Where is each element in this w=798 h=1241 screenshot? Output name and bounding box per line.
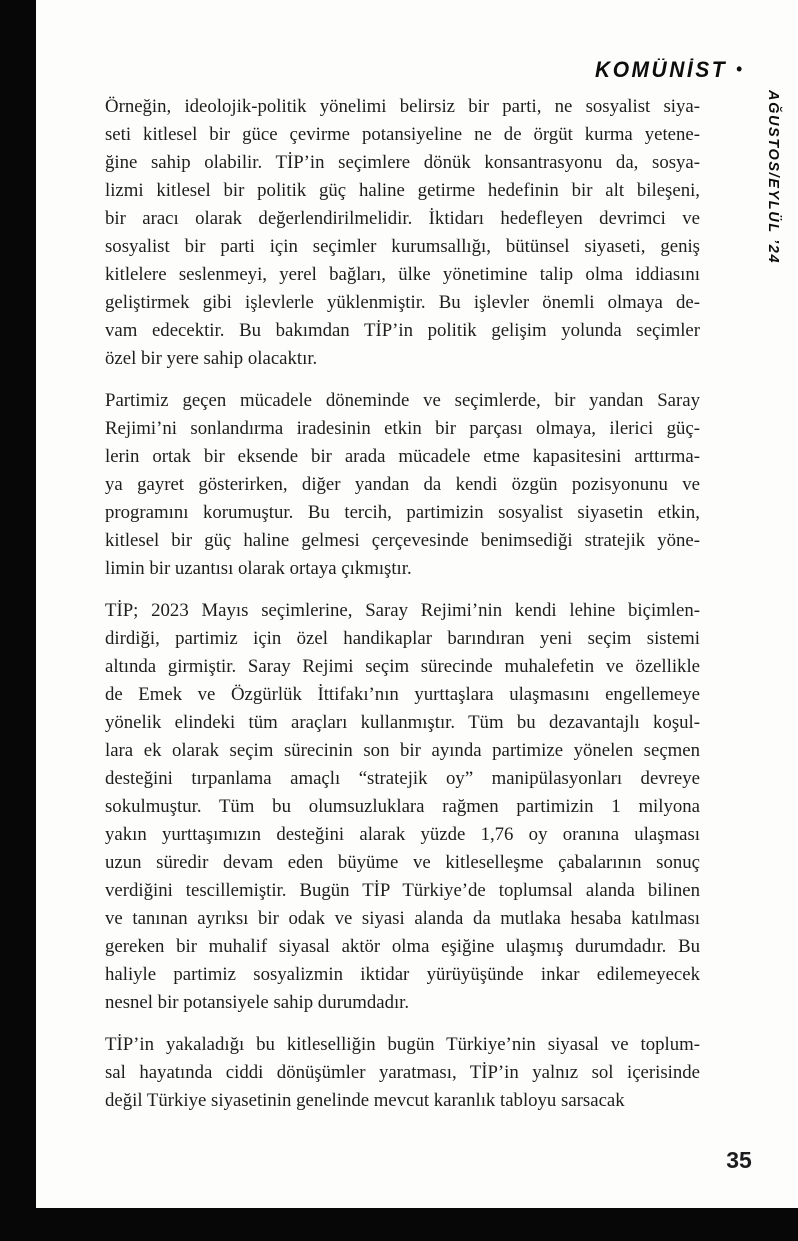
- paragraph: [105, 387, 700, 583]
- paragraph: [105, 1031, 700, 1115]
- paragraph: [105, 93, 700, 373]
- text-line: bir aracı olarak değerlendirilmelidir. İktidarı hedefleyen devrimci ve: [105, 208, 700, 229]
- text-line: desteğini tırpanlama amaçlı “stratejik oy” manipülasyonları devreye: [105, 768, 700, 789]
- body-text: [105, 93, 700, 1129]
- text-line: ğine sahip olabilir. TİP’in seçimlere dönük konsantrasyonu da, sosya-: [105, 152, 700, 173]
- text-line: sokulmuştur. Tüm bu olumsuzluklara rağmen partimizin 1 milyona: [105, 796, 700, 817]
- text-line: lerin ortak bir eksende bir arada mücadele etme kapasitesini arttırma-: [105, 446, 700, 467]
- text-line: lara ek olarak seçim sürecinin son bir ayında partimize yönelen seçmen: [105, 740, 700, 761]
- text-line: lizmi kitlesel bir politik güç haline getirme hedefinin bir alt bileşeni,: [105, 180, 700, 201]
- running-head: [595, 59, 742, 84]
- paragraph: [105, 597, 700, 1017]
- text-line: TİP’in yakaladığı bu kitleselliğin bugün Türkiye’nin siyasal ve toplum-: [105, 1034, 700, 1055]
- text-line: haliyle partimiz sosyalizmin iktidar yürüyüşünde inkar edilemeyecek: [105, 964, 700, 985]
- text-line: ve tanınan ayrıksı bir odak ve siyasi alanda da mutlaka hesaba katılması: [105, 908, 700, 929]
- text-line: de Emek ve Özgürlük İttifakı’nın yurttaşlara ulaşmasını engellemeye: [105, 684, 700, 705]
- text-line: dirdiği, partimiz için özel handikaplar barındıran yeni seçim sistemi: [105, 628, 700, 649]
- text-line: uzun süredir devam eden büyüme ve kitleselleşme çabalarının sonuç: [105, 852, 700, 873]
- text-line: sal hayatında ciddi dönüşümler yaratması, TİP’in yalnız sol içerisinde: [105, 1062, 700, 1083]
- text-line: sosyalist bir parti için seçimler kurumsallığı, bütünsel siyaseti, geniş: [105, 236, 700, 257]
- text-line: vam edecektir. Bu bakımdan TİP’in politik gelişim yolunda seçimler: [105, 320, 700, 341]
- text-line: altında girmiştir. Saray Rejimi seçim sürecinde muhalefetin ve özellikle: [105, 656, 700, 677]
- title-bullet-icon: •: [736, 59, 742, 80]
- page-number: 35: [726, 1147, 752, 1173]
- text-line: seti kitlesel bir güce çevirme potansiyeline ne de örgüt kurma yetene-: [105, 124, 700, 145]
- text-line: kitlesel bir güç haline gelmesi çerçevesinde benimsediği stratejik yöne-: [105, 530, 700, 551]
- text-line: özel bir yere sahip olacaktır.: [105, 348, 318, 369]
- text-line: yakın yurttaşımızın desteğini alarak yüzde 1,76 oy oranına ulaşması: [105, 824, 700, 845]
- text-line: verdiğini tescillemiştir. Bugün TİP Türkiye’de toplumsal alanda bilinen: [105, 880, 700, 901]
- text-line: TİP; 2023 Mayıs seçimlerine, Saray Rejimi’nin kendi lehine biçimlen-: [105, 600, 700, 621]
- text-line: geliştirmek gibi işlevlerle yüklenmiştir. Bu işlevler önemli olmaya de-: [105, 292, 700, 313]
- text-line: Rejimi’ni sonlandırma iradesinin etkin bir parçası olmaya, ilerici güç-: [105, 418, 700, 439]
- text-line: gereken bir muhalif siyasal aktör olma eşiğine ulaşmış durumdadır. Bu: [105, 936, 700, 957]
- text-line: kitlelere seslenmeyi, yerel bağları, ülke yönetimine talip olma iddiasını: [105, 264, 700, 285]
- issue-date-vertical: AĞUSTOS/EYLÜL ’24: [765, 90, 781, 265]
- scan-edge-left: [0, 0, 36, 1241]
- scan-edge-bottom: [0, 1208, 798, 1241]
- text-line: yönelik elindeki tüm araçları kullanmıştır. Tüm bu dezavantajlı koşul-: [105, 712, 700, 733]
- text-line: programını korumuştur. Bu tercih, partimizin sosyalist siyasetin etkin,: [105, 502, 700, 523]
- text-line: ya gayret gösterirken, diğer yandan da kendi özgün pozisyonunu ve: [105, 474, 700, 495]
- text-line: Örneğin, ideolojik-politik yönelimi belirsiz bir parti, ne sosyalist siya-: [105, 96, 700, 117]
- text-line: nesnel bir potansiyele sahip durumdadır.: [105, 992, 410, 1013]
- text-line: değil Türkiye siyasetinin genelinde mevcut karanlık tabloyu sarsacak: [105, 1090, 625, 1111]
- journal-title: KOMÜNİST: [595, 58, 728, 83]
- text-line: limin bir uzantısı olarak ortaya çıkmıştır.: [105, 558, 412, 579]
- text-line: Partimiz geçen mücadele döneminde ve seçimlerde, bir yandan Saray: [105, 390, 700, 411]
